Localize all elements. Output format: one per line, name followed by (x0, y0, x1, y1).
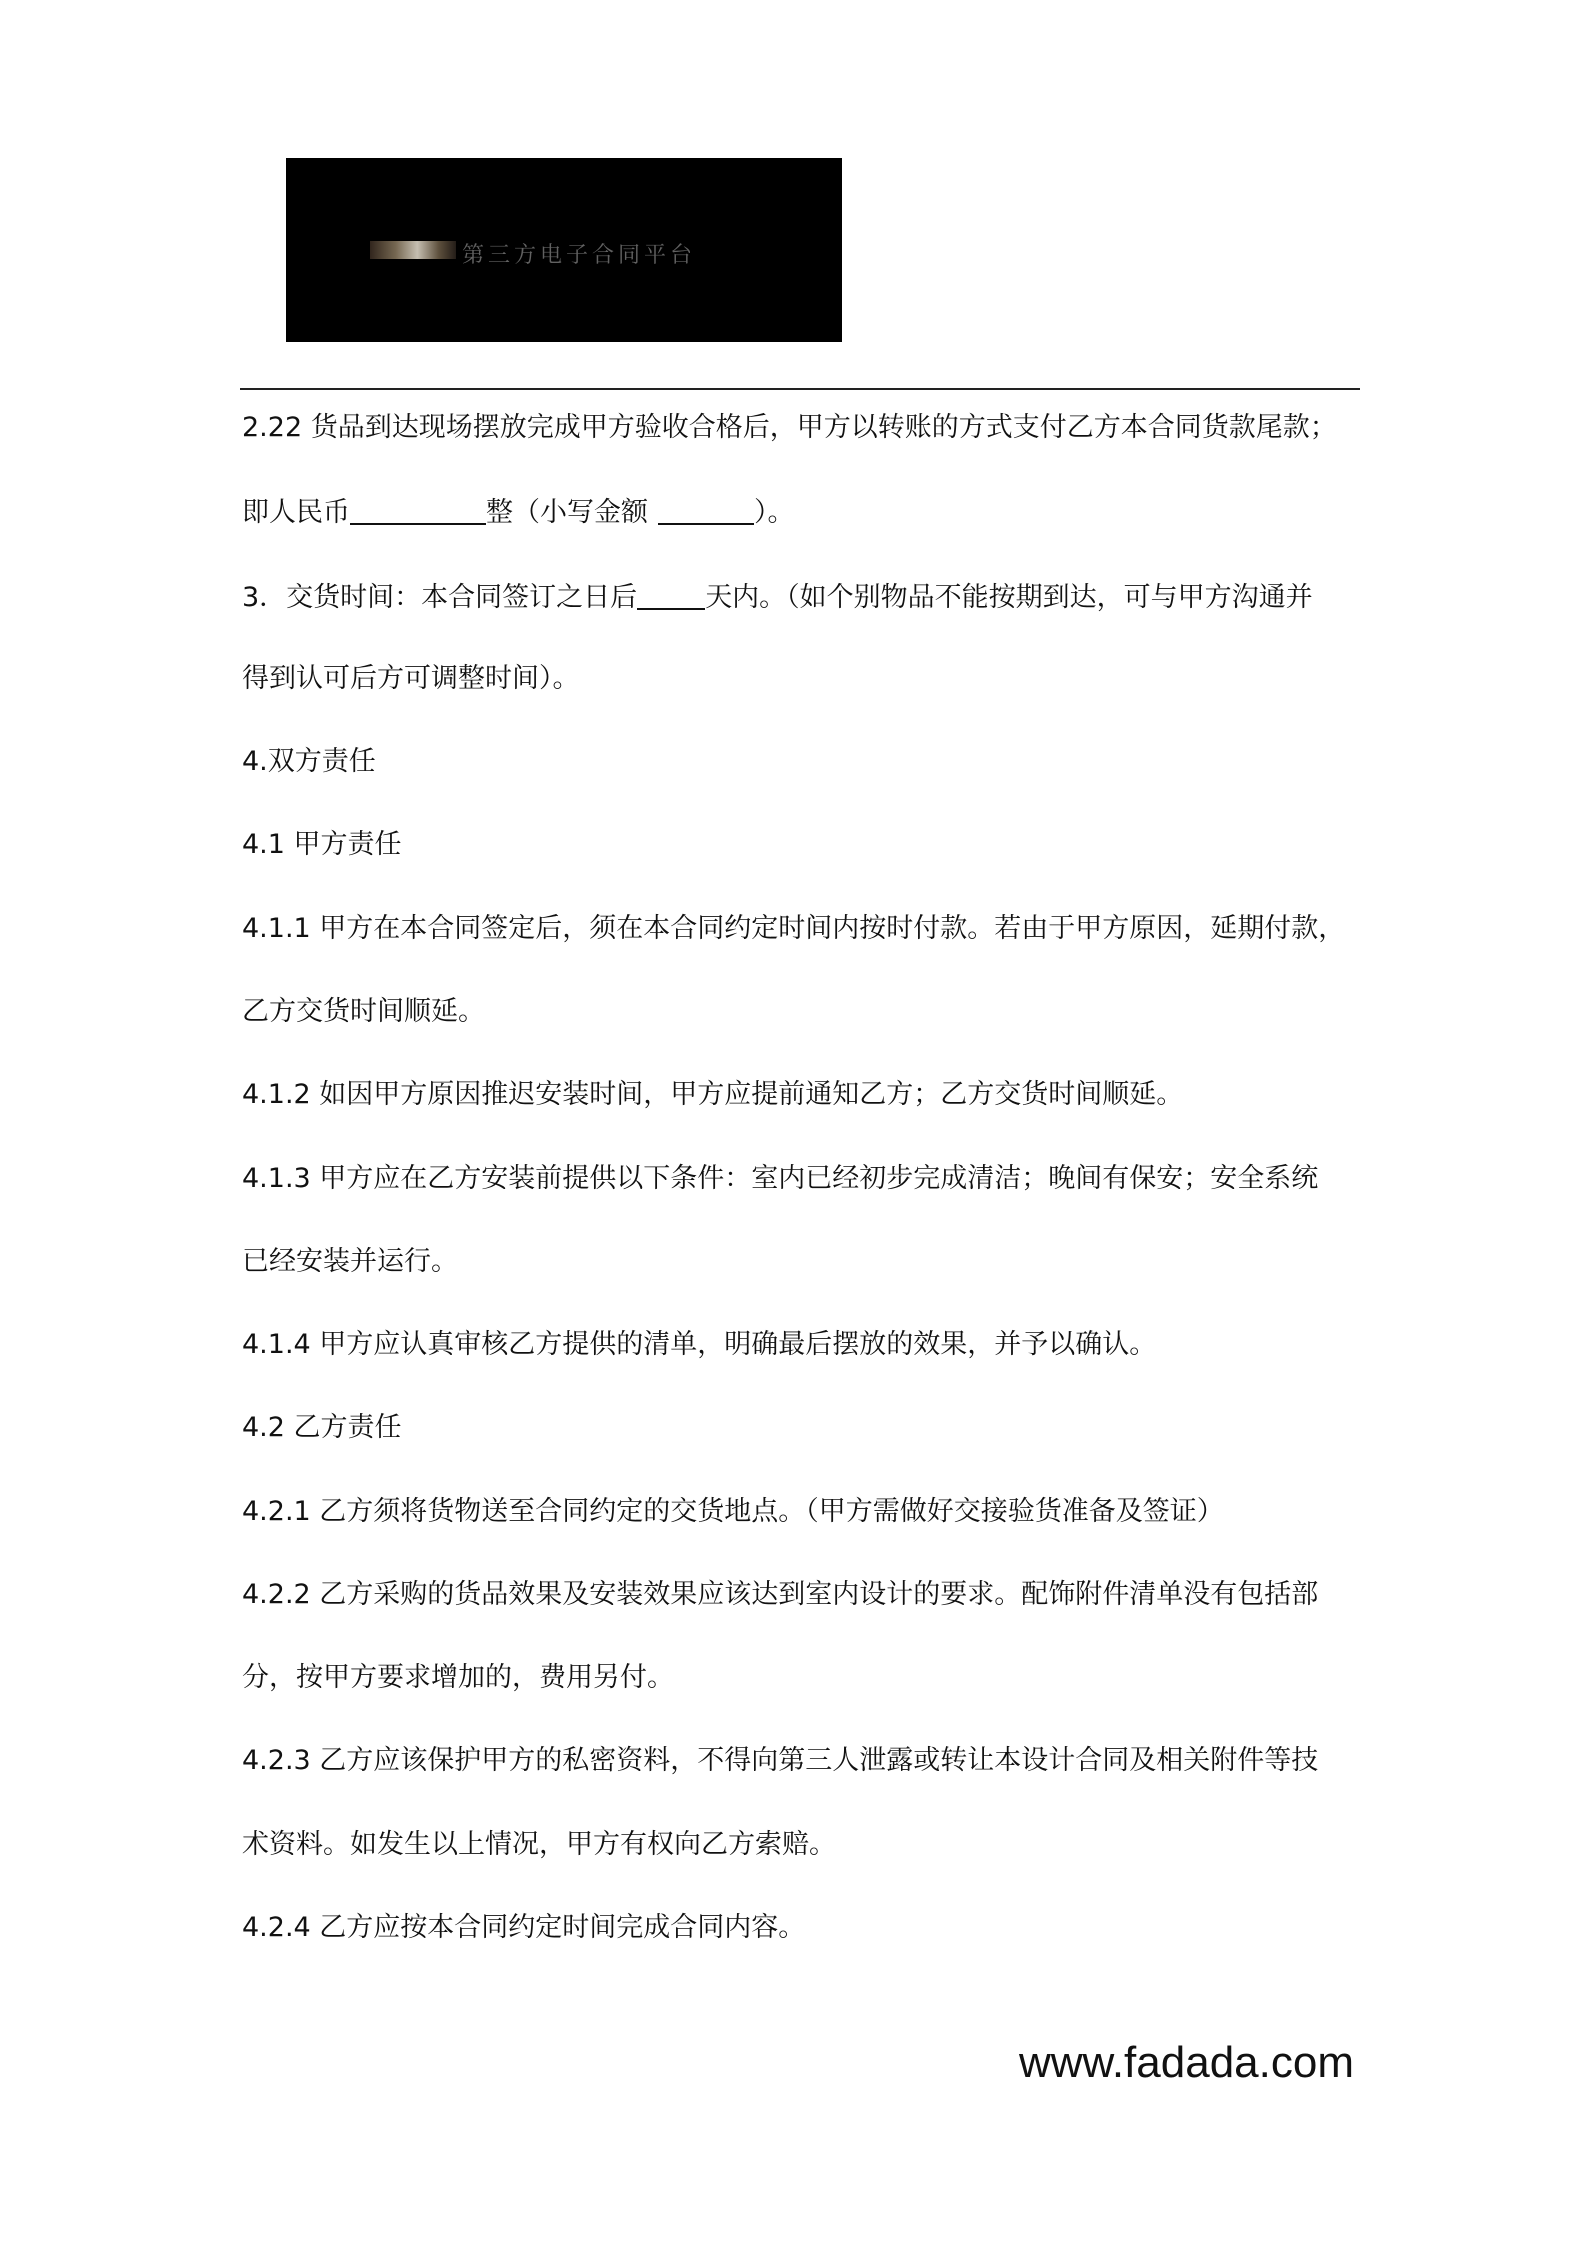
clause-3-delivery-time (242, 580, 1313, 615)
clause-3-continued: 得到认可后方可调整时间）。 (242, 663, 580, 694)
clause-4-1-4: 4.1.4 甲方应认真审核乙方提供的清单，明确最后摆放的效果，并予以确认。 (242, 1329, 1157, 1360)
clause-4-1-3-continued: 已经安装并运行。 (242, 1246, 458, 1277)
section-4-heading: 4.双方责任 (242, 746, 376, 777)
clause-4-2-2: 4.2.2 乙方采购的货品效果及安装效果应该达到室内设计的要求。配饰附件清单没有包括部 (242, 1579, 1319, 1610)
clause-4-1-3: 4.1.3 甲方应在乙方安装前提供以下条件：室内已经初步完成清洁；晚间有保安；安全系统 (242, 1163, 1319, 1194)
delivery-suffix: 天内。（如个别物品不能按期到达，可与甲方沟通并 (705, 582, 1313, 613)
clause-4-2-1: 4.2.1 乙方须将货物送至合同约定的交货地点。（甲方需做好交接验货准备及签证） (242, 1496, 1224, 1527)
delivery-prefix: 3．交货时间：本合同签订之日后 (242, 582, 638, 613)
clause-2-22: 2.22 货品到达现场摆放完成甲方验收合格后，甲方以转账的方式支付乙方本合同货款尾款； (242, 412, 1337, 443)
clause-4-1-1: 4.1.1 甲方在本合同签定后，须在本合同约定时间内按时付款。若由于甲方原因，延期付款， (242, 913, 1346, 944)
header-logo-banner (286, 158, 842, 342)
footer-website-link[interactable]: www.fadada.com (1018, 2038, 1354, 2087)
clause-4-2-3: 4.2.3 乙方应该保护甲方的私密资料，不得向第三人泄露或转让本设计合同及相关附件等技 (242, 1745, 1319, 1776)
amount-mid: 整（小写金额 (486, 497, 648, 528)
section-4-1-heading: 4.1 甲方责任 (242, 829, 402, 860)
amount-figures-blank (658, 495, 754, 525)
section-4-2-heading: 4.2 乙方责任 (242, 1412, 402, 1443)
amount-words-blank (350, 495, 486, 525)
header-divider (240, 388, 1360, 390)
clause-4-2-2-continued: 分，按甲方要求增加的，费用另付。 (242, 1662, 674, 1693)
clause-2-22-amount (242, 495, 795, 530)
amount-suffix: ）。 (754, 497, 795, 528)
logo-text: 第三方电子合同平台 (462, 243, 697, 268)
clause-4-1-1-continued: 乙方交货时间顺延。 (242, 996, 485, 1027)
logo-emblem-icon (370, 241, 456, 259)
clause-4-1-2: 4.1.2 如因甲方原因推迟安装时间，甲方应提前通知乙方；乙方交货时间顺延。 (242, 1079, 1184, 1110)
clause-4-2-4: 4.2.4 乙方应按本合同约定时间完成合同内容。 (242, 1912, 806, 1943)
amount-prefix: 即人民币 (242, 497, 350, 528)
delivery-days-blank (637, 580, 705, 610)
clause-4-2-3-continued: 术资料。如发生以上情况，甲方有权向乙方索赔。 (242, 1829, 836, 1860)
